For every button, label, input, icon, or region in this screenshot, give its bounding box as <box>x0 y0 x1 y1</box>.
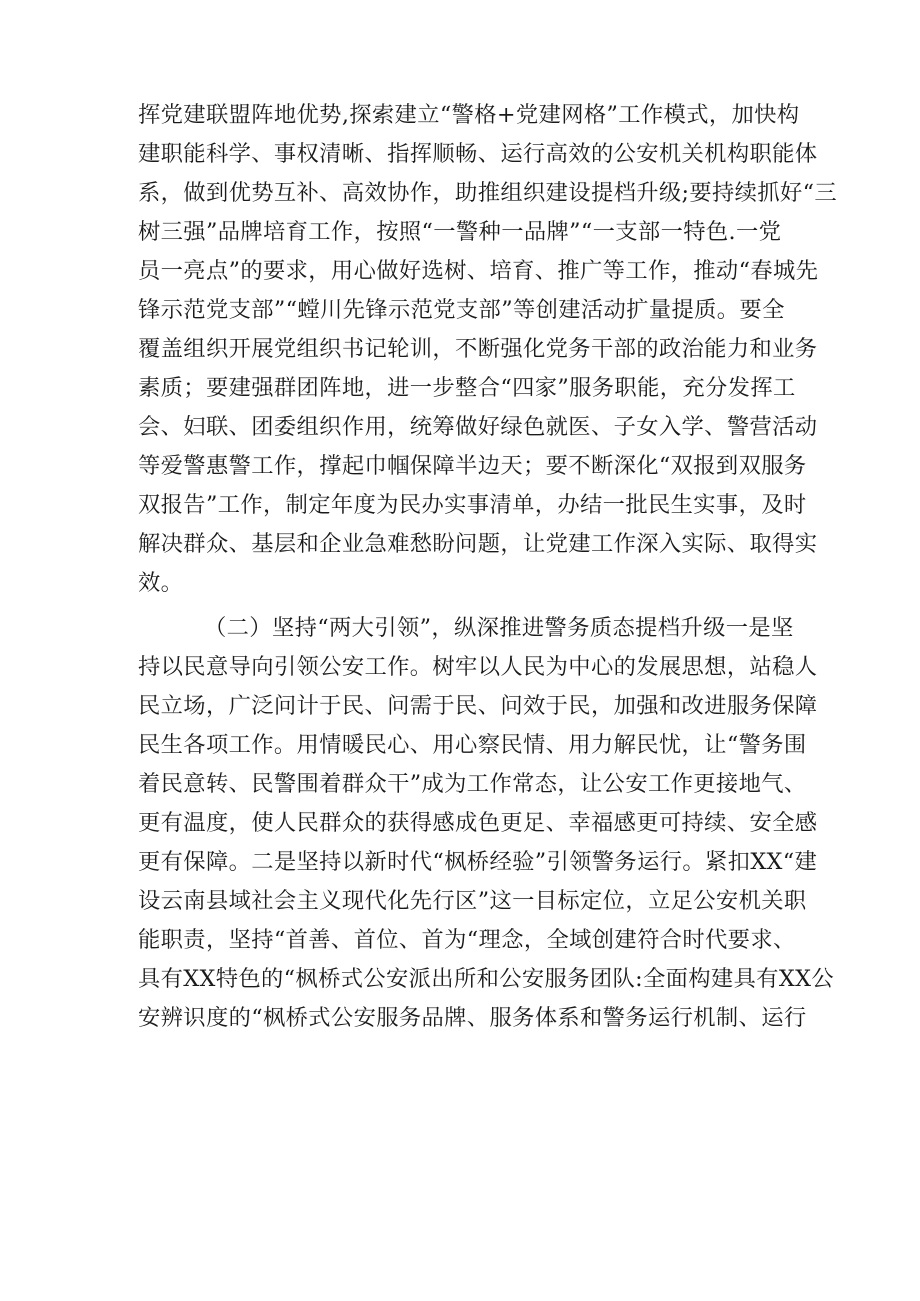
paragraph-line: 着民意转、民警围着群众干”成为工作常态，让公安工作更接地气、 <box>138 771 807 797</box>
paragraph-line: 建职能科学、事权清晰、指挥顺畅、运行高效的公安机关机构职能体 <box>138 141 818 167</box>
paragraph-line: 素质；要建强群团阵地，进一步整合“四家”服务职能，充分发挥工 <box>138 375 796 401</box>
paragraph-line: 效。 <box>138 570 184 596</box>
paragraph-line: 民立场，广泛问计于民、问需于民、问效于民，加强和改进服务保障 <box>138 693 818 719</box>
section-heading-line: （二）坚持“两大引领”，纵深推进警务质态提档升级一是坚 <box>204 615 794 641</box>
document-body <box>138 96 838 1038</box>
paragraph-line: 会、妇联、团委组织作用，统筹做好绿色就医、子女入学、警营活动 <box>138 414 818 440</box>
paragraph-line: 员一亮点”的要求，用心做好选树、培育、推广等工作，推动“春城先 <box>138 258 819 284</box>
paragraph-line: 覆盖组织开展党组织书记轮训，不断强化党务干部的政治能力和业务 <box>138 336 818 362</box>
paragraph-line: 具有XX特色的“枫桥式公安派出所和公安服务团队:全面构建具有XX公 <box>138 966 834 992</box>
paragraph-line: 树三强”品牌培育工作，按照“一警种一品牌”“一支部一特色.一党 <box>138 219 782 245</box>
paragraph-line: 持以民意导向引领公安工作。树牢以人民为中心的发展思想，站稳人 <box>138 654 818 680</box>
paragraph-line: 安辨识度的“枫桥式公安服务品牌、服务体系和警务运行机制、运行 <box>138 1005 807 1031</box>
paragraph-line: 解决群众、基层和企业急难愁盼问题，让党建工作深入实际、取得实 <box>138 531 818 557</box>
paragraph-2 <box>138 609 834 1038</box>
paragraph-line: 系，做到优势互补、高效协作，助推组织建设提档升级;要持续抓好“三 <box>138 180 838 206</box>
paragraph-line: 双报告”工作，制定年度为民办实事清单，办结一批民生实事，及时 <box>138 492 807 518</box>
paragraph-line: 更有温度，使人民群众的获得感成色更足、幸福感更可持续、安全感 <box>138 810 818 836</box>
paragraph-line: 能职责，坚持“首善、首位、首为“理念，全域创建符合时代要求、 <box>138 927 796 953</box>
paragraph-line: 更有保障。二是坚持以新时代“枫桥经验”引领警务运行。紧扣XX“建 <box>138 849 818 875</box>
paragraph-1 <box>138 96 838 603</box>
paragraph-line: 锋示范党支部”“螳川先锋示范党支部”等创建活动扩量提质。要全 <box>138 297 785 323</box>
paragraph-line: 设云南县域社会主义现代化先行区”这一目标定位，立足公安机关职 <box>138 888 807 914</box>
paragraph-line: 民生各项工作。用情暖民心、用心察民情、用力解民忧，让“警务围 <box>138 732 807 758</box>
paragraph-line: 挥党建联盟阵地优势,探索建立“警格+党建网格”工作模式，加快构 <box>138 102 800 128</box>
paragraph-line: 等爱警惠警工作，撑起巾帼保障半边天；要不断深化“双报到双服务 <box>138 453 807 479</box>
